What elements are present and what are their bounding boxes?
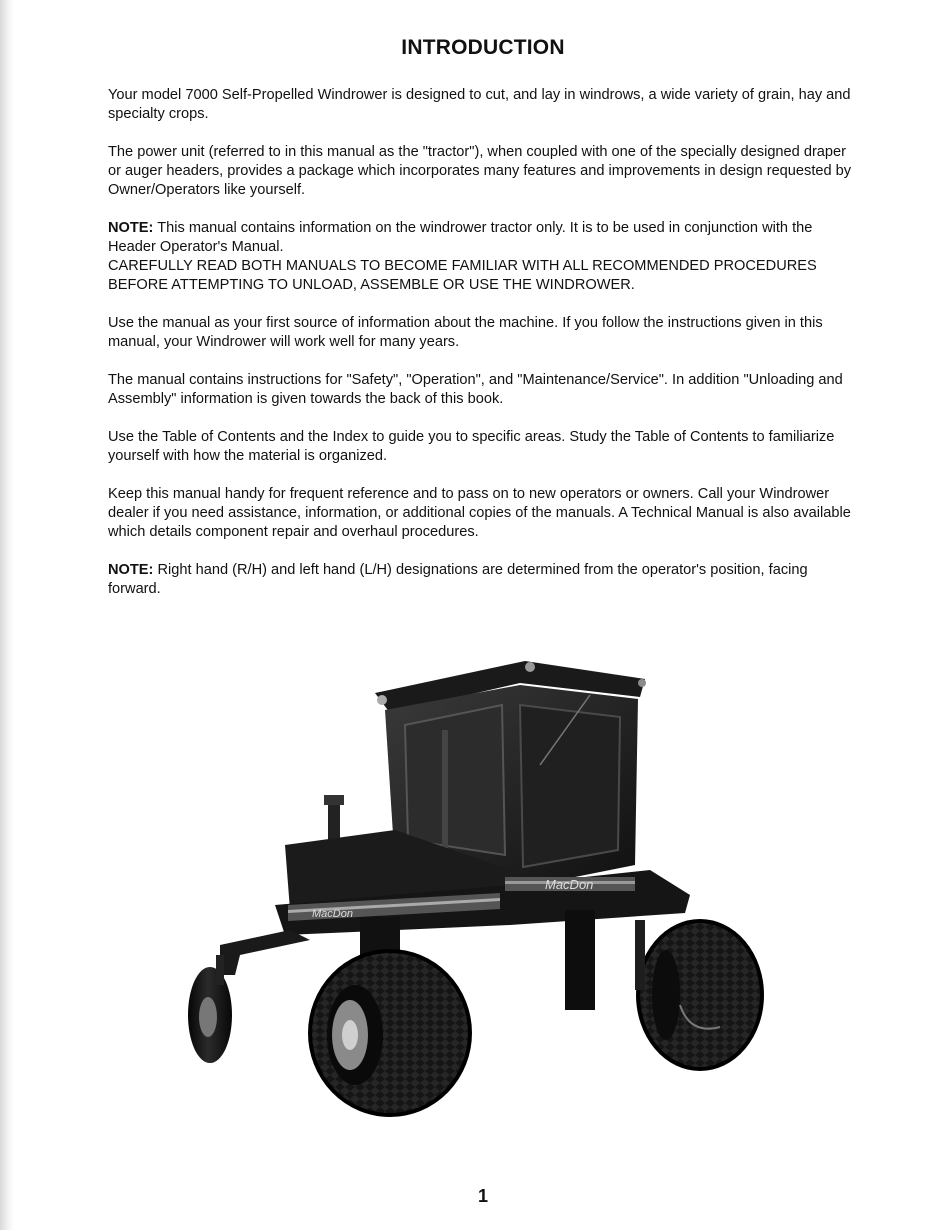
brand-decal-front: MacDon	[545, 877, 594, 892]
roof-light	[525, 662, 535, 672]
rear-axle	[220, 930, 310, 975]
exhaust-stack	[328, 803, 340, 841]
intro-paragraph-4: The manual contains instructions for "Safety", "Operation", and "Maintenance/Service". In addition "Unloading and Assembly" information is given towards the back of this book.	[108, 372, 843, 407]
note-hand-designations	[108, 561, 856, 599]
intro-text	[108, 86, 856, 618]
cab-door-post	[442, 730, 448, 850]
header-mount	[565, 910, 595, 1010]
page-title: INTRODUCTION	[401, 36, 565, 59]
windrower-illustration	[180, 655, 765, 1120]
page-edge-shadow	[0, 0, 14, 1230]
brand-decal-side: MacDon	[312, 908, 353, 920]
cab-window-front	[520, 705, 620, 867]
intro-paragraph-2: The power unit (referred to in this manual as the "tractor"), when coupled with one of the specially designed draper or auger headers, provides a package which incorporates many features and improvements in design requested by Owner/Operators like yourself.	[108, 144, 852, 198]
page-number: 1	[477, 1186, 488, 1206]
caution-read-manuals: CAREFULLY READ BOTH MANUALS TO BECOME FAMILIAR WITH ALL RECOMMENDED PROCEDURES BEFORE ATTEMPTING TO UNLOAD, ASSEMBLE OR USE THE WINDROWER.	[108, 258, 817, 293]
intro-paragraph-1: Your model 7000 Self-Propelled Windrower is designed to cut, and lay in windrows, a wide variety of grain, hay and specialty crops.	[108, 87, 851, 122]
roof-light	[638, 679, 646, 687]
note-label: NOTE:	[108, 562, 154, 578]
note-text: Right hand (R/H) and left hand (L/H) designations are determined from the operator's position, facing forward.	[108, 562, 808, 597]
intro-paragraph-5: Use the Table of Contents and the Index to guide you to specific areas. Study the Table of Contents to familiarize yourself with how the material is organized.	[108, 429, 835, 464]
intro-paragraph-6: Keep this manual handy for frequent reference and to pass on to new operators or owners. Call your Windrower dealer if you need assistance, information, or additional copies of the manuals. A Technical Manual is also available which details component repair and overhaul procedures.	[108, 486, 851, 540]
cab-window-left	[405, 705, 505, 855]
windrower-photo	[180, 655, 765, 1120]
note-text: This manual contains information on the windrower tractor only. It is to be used in conjunction with the Header Operator's Manual.	[108, 220, 813, 255]
roof-light	[377, 695, 387, 705]
step	[635, 920, 645, 990]
note-label: NOTE:	[108, 220, 154, 236]
note-tractor-only	[108, 219, 856, 257]
intro-paragraph-3: Use the manual as your first source of information about the machine. If you follow the instructions given in this manual, your Windrower will work well for many years.	[108, 315, 823, 350]
